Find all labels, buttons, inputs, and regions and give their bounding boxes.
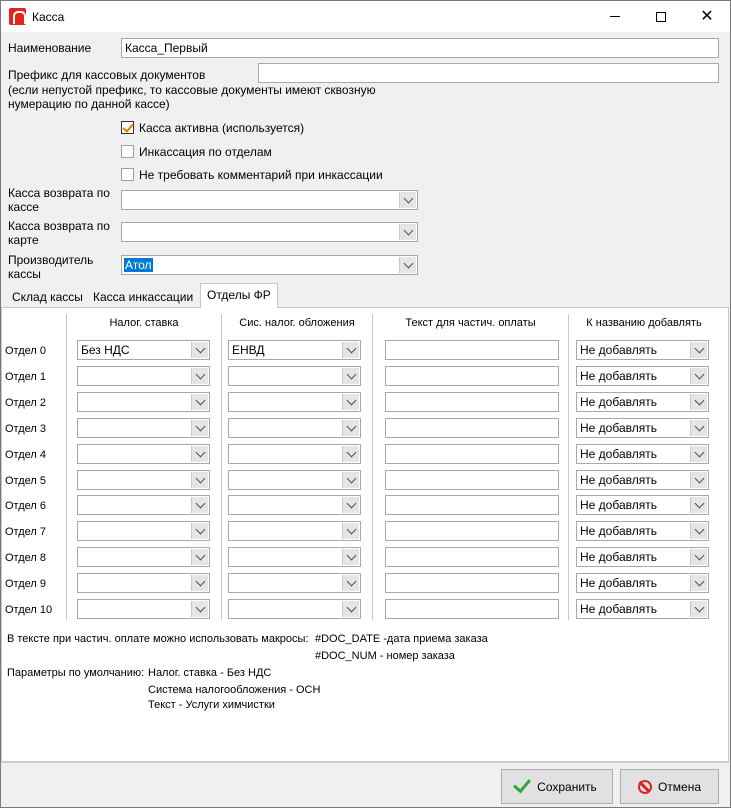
- tax-rate-select[interactable]: [77, 366, 210, 386]
- tax-rate-select-value: Без НДС: [81, 343, 130, 357]
- tax-rate-select[interactable]: [77, 599, 210, 619]
- tax-rate-select[interactable]: [77, 392, 210, 412]
- partial-payment-text-input[interactable]: [385, 521, 559, 541]
- dropdown-button[interactable]: [690, 497, 707, 513]
- chevron-down-icon: [403, 225, 413, 235]
- partial-payment-text-input[interactable]: [385, 366, 559, 386]
- department-label: Отдел 4: [5, 449, 46, 461]
- chevron-down-icon: [195, 473, 205, 483]
- maker-value: Атол: [125, 258, 152, 272]
- dropdown-button[interactable]: [690, 549, 707, 565]
- dropdown-button[interactable]: [690, 575, 707, 591]
- chevron-down-icon: [195, 550, 205, 560]
- dropdown-button[interactable]: [191, 394, 208, 410]
- chevron-down-icon: [346, 369, 356, 379]
- dropdown-button[interactable]: [342, 394, 359, 410]
- header-partial-payment-text: Текст для частич. оплаты: [405, 317, 536, 329]
- partial-payment-text-input[interactable]: [385, 444, 559, 464]
- no-comment-checkbox[interactable]: [121, 168, 134, 181]
- tab-fr-departments[interactable]: Отделы ФР: [200, 283, 278, 308]
- dropdown-button[interactable]: [399, 257, 416, 273]
- chevron-down-icon: [694, 524, 704, 534]
- chevron-down-icon: [694, 421, 704, 431]
- tab-collection-cash[interactable]: Касса инкассации: [93, 290, 194, 304]
- dropdown-button[interactable]: [191, 601, 208, 617]
- defaults-intro: Параметры по умолчанию:: [7, 667, 145, 679]
- append-to-name-select-value: Не добавлять: [580, 421, 657, 435]
- chevron-down-icon: [195, 498, 205, 508]
- department-label: Отдел 8: [5, 552, 46, 564]
- title-bar: [1, 1, 730, 32]
- macro-doc-date: #DOC_DATE -дата приема заказа: [315, 633, 488, 645]
- tax-system-select[interactable]: [228, 495, 361, 515]
- collection-by-dept-label[interactable]: Инкассация по отделам: [139, 145, 272, 159]
- tax-rate-select[interactable]: [77, 573, 210, 593]
- column-divider: [66, 314, 67, 620]
- dropdown-button[interactable]: [690, 446, 707, 462]
- department-label: Отдел 9: [5, 578, 46, 590]
- department-label: Отдел 5: [5, 475, 46, 487]
- tax-system-select[interactable]: [228, 444, 361, 464]
- tax-system-select[interactable]: [228, 340, 361, 360]
- dropdown-button[interactable]: [342, 601, 359, 617]
- dropdown-button[interactable]: [191, 497, 208, 513]
- chevron-down-icon: [195, 421, 205, 431]
- dropdown-button[interactable]: [342, 446, 359, 462]
- chevron-down-icon: [694, 602, 704, 612]
- no-comment-label[interactable]: Не требовать комментарий при инкассации: [139, 168, 383, 182]
- append-to-name-select-value: Не добавлять: [580, 369, 657, 383]
- default-tax-rate: Налог. ставка - Без НДС: [148, 667, 272, 679]
- append-to-name-select[interactable]: [576, 444, 709, 464]
- department-label: Отдел 6: [5, 500, 46, 512]
- chevron-down-icon: [195, 602, 205, 612]
- append-to-name-select-value: Не добавлять: [580, 550, 657, 564]
- app-logo-icon: [9, 8, 26, 25]
- tax-system-select[interactable]: [228, 547, 361, 567]
- column-divider: [372, 314, 373, 620]
- chevron-down-icon: [403, 258, 413, 268]
- dropdown-button[interactable]: [191, 446, 208, 462]
- maximize-button[interactable]: [638, 1, 684, 32]
- minimize-icon: [610, 16, 620, 17]
- prefix-input[interactable]: [258, 63, 719, 83]
- dropdown-button[interactable]: [399, 192, 416, 208]
- tax-system-select[interactable]: [228, 573, 361, 593]
- refund-cash-select[interactable]: [121, 190, 418, 210]
- maker-label-line1: Производитель: [8, 253, 94, 267]
- dropdown-button[interactable]: [342, 523, 359, 539]
- append-to-name-select-value: Не добавлять: [580, 524, 657, 538]
- dropdown-button[interactable]: [191, 472, 208, 488]
- append-to-name-select-value: Не добавлять: [580, 498, 657, 512]
- chevron-down-icon: [694, 369, 704, 379]
- chevron-down-icon: [346, 447, 356, 457]
- tax-system-select[interactable]: [228, 470, 361, 490]
- chevron-down-icon: [195, 576, 205, 586]
- department-label: Отдел 7: [5, 526, 46, 538]
- partial-payment-text-input[interactable]: [385, 495, 559, 515]
- tax-system-select[interactable]: [228, 599, 361, 619]
- dropdown-button[interactable]: [342, 575, 359, 591]
- dropdown-button[interactable]: [342, 549, 359, 565]
- tax-system-select-value: ЕНВД: [232, 343, 265, 357]
- header-tax-system: Сис. налог. обложения: [239, 317, 355, 329]
- column-divider: [568, 314, 569, 620]
- append-to-name-select-value: Не добавлять: [580, 447, 657, 461]
- chevron-down-icon: [346, 602, 356, 612]
- refund-card-label-line1: Касса возврата по: [8, 219, 110, 233]
- dropdown-button[interactable]: [342, 497, 359, 513]
- prefix-label-line2: (если непустой префикс, то кассовые документы имеют сквозную: [8, 83, 376, 97]
- chevron-down-icon: [694, 447, 704, 457]
- dropdown-button[interactable]: [342, 420, 359, 436]
- department-label: Отдел 3: [5, 423, 46, 435]
- chevron-down-icon: [346, 498, 356, 508]
- macros-intro: В тексте при частич. оплате можно использовать макросы:: [7, 633, 309, 645]
- save-button[interactable]: [501, 769, 613, 804]
- dropdown-button[interactable]: [690, 420, 707, 436]
- append-to-name-select[interactable]: [576, 470, 709, 490]
- tax-rate-select[interactable]: [77, 495, 210, 515]
- chevron-down-icon: [195, 524, 205, 534]
- chevron-down-icon: [694, 498, 704, 508]
- dropdown-button[interactable]: [342, 342, 359, 358]
- dropdown-button[interactable]: [342, 472, 359, 488]
- maximize-icon: [656, 12, 666, 22]
- prefix-label-line1: Префикс для кассовых документов: [8, 68, 206, 82]
- append-to-name-select-value: Не добавлять: [580, 473, 657, 487]
- dropdown-button[interactable]: [342, 368, 359, 384]
- chevron-down-icon: [694, 576, 704, 586]
- chevron-down-icon: [694, 550, 704, 560]
- window-title: Касса: [32, 10, 65, 24]
- tab-cash-warehouse[interactable]: Склад кассы: [12, 290, 83, 304]
- partial-payment-text-input[interactable]: [385, 599, 559, 619]
- append-to-name-select-value: Не добавлять: [580, 343, 657, 357]
- append-to-name-select[interactable]: [576, 392, 709, 412]
- tax-system-select[interactable]: [228, 392, 361, 412]
- dropdown-button[interactable]: [690, 523, 707, 539]
- collection-by-dept-checkbox[interactable]: [121, 145, 134, 158]
- append-to-name-select-value: Не добавлять: [580, 576, 657, 590]
- department-label: Отдел 1: [5, 371, 46, 383]
- chevron-down-icon: [195, 395, 205, 405]
- dropdown-button[interactable]: [191, 420, 208, 436]
- partial-payment-text-input[interactable]: [385, 418, 559, 438]
- department-label: Отдел 2: [5, 397, 46, 409]
- name-label: Наименование: [8, 41, 92, 55]
- tax-rate-select[interactable]: [77, 340, 210, 360]
- append-to-name-select-value: Не добавлять: [580, 395, 657, 409]
- append-to-name-select[interactable]: [576, 521, 709, 541]
- partial-payment-text-input[interactable]: [385, 470, 559, 490]
- append-to-name-select-value: Не добавлять: [580, 602, 657, 616]
- default-tax-system: Система налогообложения - ОСН: [148, 684, 321, 696]
- tax-rate-select[interactable]: [77, 547, 210, 567]
- chevron-down-icon: [694, 395, 704, 405]
- append-to-name-select[interactable]: [576, 340, 709, 360]
- active-checkbox[interactable]: [121, 121, 134, 134]
- chevron-down-icon: [195, 369, 205, 379]
- tax-system-select[interactable]: [228, 521, 361, 541]
- tax-system-select[interactable]: [228, 366, 361, 386]
- close-button[interactable]: [684, 1, 730, 32]
- name-input[interactable]: Касса_Первый: [121, 38, 719, 58]
- column-divider: [221, 314, 222, 620]
- chevron-down-icon: [346, 576, 356, 586]
- cancel-button-label: Отмена: [657, 779, 702, 794]
- department-label: Отдел 0: [5, 345, 46, 357]
- refund-card-select[interactable]: [121, 222, 418, 242]
- append-to-name-select[interactable]: [576, 573, 709, 593]
- append-to-name-select[interactable]: [576, 547, 709, 567]
- append-to-name-select[interactable]: [576, 418, 709, 438]
- partial-payment-text-input[interactable]: [385, 340, 559, 360]
- tax-system-select[interactable]: [228, 418, 361, 438]
- chevron-down-icon: [346, 343, 356, 353]
- chevron-down-icon: [694, 473, 704, 483]
- chevron-down-icon: [403, 193, 413, 203]
- chevron-down-icon: [346, 421, 356, 431]
- chevron-down-icon: [346, 524, 356, 534]
- chevron-down-icon: [195, 343, 205, 353]
- partial-payment-text-input[interactable]: [385, 573, 559, 593]
- dropdown-button[interactable]: [191, 523, 208, 539]
- append-to-name-select[interactable]: [576, 495, 709, 515]
- append-to-name-select[interactable]: [576, 366, 709, 386]
- default-text: Текст - Услуги химчистки: [148, 699, 275, 711]
- dropdown-button[interactable]: [191, 549, 208, 565]
- dropdown-button[interactable]: [191, 342, 208, 358]
- refund-cash-label-line1: Касса возврата по: [8, 186, 110, 200]
- chevron-down-icon: [346, 395, 356, 405]
- header-tax-rate: Налог. ставка: [109, 317, 179, 329]
- refund-cash-label-line2: кассе: [8, 200, 39, 214]
- checkmark-icon: [513, 775, 531, 794]
- chevron-down-icon: [694, 343, 704, 353]
- active-checkbox-label[interactable]: Касса активна (используется): [139, 121, 305, 135]
- maker-label-line2: кассы: [8, 267, 41, 281]
- tax-rate-select[interactable]: [77, 444, 210, 464]
- save-button-label: Сохранить: [537, 779, 597, 794]
- append-to-name-select[interactable]: [576, 599, 709, 619]
- prefix-label-line3: нумерацию по данной кассе): [8, 97, 170, 111]
- chevron-down-icon: [346, 473, 356, 483]
- tax-rate-select[interactable]: [77, 470, 210, 490]
- minimize-button[interactable]: [592, 1, 638, 32]
- tax-rate-select[interactable]: [77, 521, 210, 541]
- refund-card-label-line2: карте: [8, 233, 39, 247]
- dropdown-button[interactable]: [690, 368, 707, 384]
- partial-payment-text-input[interactable]: [385, 392, 559, 412]
- chevron-down-icon: [195, 447, 205, 457]
- cancel-button[interactable]: [620, 769, 719, 804]
- header-append-to-name: К названию добавлять: [586, 317, 702, 329]
- close-icon: ✕: [700, 7, 714, 25]
- dropdown-button[interactable]: [690, 394, 707, 410]
- cancel-icon: [638, 780, 652, 794]
- dropdown-button[interactable]: [690, 601, 707, 617]
- department-label: Отдел 10: [5, 604, 53, 616]
- dropdown-button[interactable]: [191, 575, 208, 591]
- partial-payment-text-input[interactable]: [385, 547, 559, 567]
- chevron-down-icon: [346, 550, 356, 560]
- dropdown-button[interactable]: [191, 368, 208, 384]
- tax-rate-select[interactable]: [77, 418, 210, 438]
- dropdown-button[interactable]: [690, 472, 707, 488]
- maker-select[interactable]: [121, 255, 418, 275]
- macro-doc-num: #DOC_NUM - номер заказа: [315, 650, 455, 662]
- dropdown-button[interactable]: [399, 224, 416, 240]
- dropdown-button[interactable]: [690, 342, 707, 358]
